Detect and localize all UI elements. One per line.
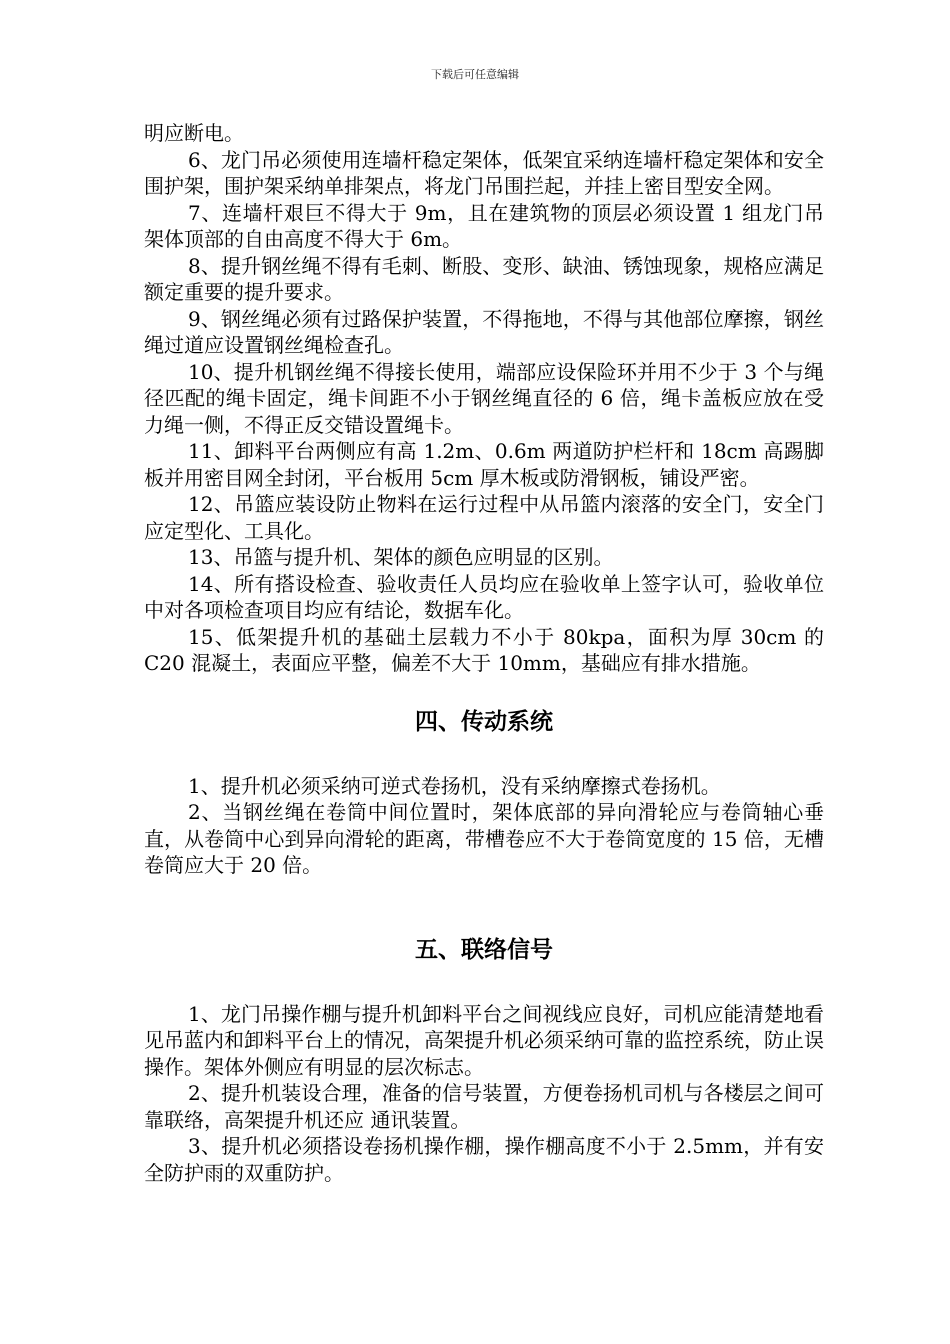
paragraph: 15、低架提升机的基础土层载力不小于 80kpa，面积为厚 30cm 的 C20 混凝土，表面应平整，偏差不大于 10mm，基础应有排水措施。	[144, 624, 824, 675]
paragraph: 7、连墙杆艰巨不得大于 9m，且在建筑物的顶层必须设置 1 组龙门吊架体顶部的自由高度不得大于 6m。	[144, 200, 824, 251]
section-heading: 四、传动系统	[415, 708, 553, 735]
paragraph: 明应断电。	[144, 121, 244, 145]
paragraph: 8、提升钢丝绳不得有毛刺、断股、变形、缺油、锈蚀现象，规格应满足额定重要的提升要求。	[144, 253, 824, 304]
paragraph: 2、当钢丝绳在卷筒中间位置时，架体底部的异向滑轮应与卷筒轴心垂直，从卷筒中心到异向滑轮的距离，带槽卷应不大于卷筒宽度的 15 倍，无槽卷筒应大于 20 倍。	[144, 800, 824, 877]
section-heading: 五、联络信号	[415, 936, 553, 963]
paragraph: 10、提升机钢丝绳不得接长使用，端部应设保险环并用不少于 3 个与绳径匹配的绳卡固定，绳卡间距不小于钢丝绳直径的 6 倍，绳卡盖板应放在受力绳一侧，不得正反交错设置绳卡。	[144, 359, 824, 437]
page-header: 下载后可任意编辑	[431, 68, 519, 81]
paragraph: 2、提升机装设合理，准备的信号装置，方便卷扬机司机与各楼层之间可靠联络，高架提升机还应 通讯装置。	[144, 1081, 824, 1132]
paragraph: 12、吊篮应装设防止物料在运行过程中从吊篮内滚落的安全门，安全门应定型化、工具化。	[144, 492, 824, 543]
paragraph: 13、吊篮与提升机、架体的颜色应明显的区别。	[188, 545, 614, 569]
paragraph: 11、卸料平台两侧应有高 1.2m、0.6m 两道防护栏杆和 18cm 高踢脚板并用密目网全封闭，平台板用 5cm 厚木板或防滑钢板，铺设严密。	[144, 439, 824, 490]
paragraph: 3、提升机必须搭设卷扬机操作棚，操作棚高度不小于 2.5mm，并有安全防护雨的双重防护。	[144, 1134, 824, 1185]
paragraph: 9、钢丝绳必须有过路保护装置，不得拖地，不得与其他部位摩擦，钢丝绳过道应设置钢丝绳检查孔。	[144, 306, 824, 357]
paragraph: 1、龙门吊操作棚与提升机卸料平台之间视线应良好，司机应能清楚地看见吊蓝内和卸料平台上的情况，高架提升机必须采纳可靠的监控系统，防止误操作。架体外侧应有明显的层次标志。	[144, 1001, 824, 1079]
paragraph: 6、龙门吊必须使用连墙杆稳定架体，低架宜采纳连墙杆稳定架体和安全围护架，围护架采纳单排架点，将龙门吊围拦起，并挂上密目型安全网。	[144, 147, 824, 198]
document-body	[144, 120, 824, 1186]
paragraph: 1、提升机必须采纳可逆式卷扬机，没有采纳摩擦式卷扬机。	[188, 773, 721, 798]
paragraph: 14、所有搭设检查、验收责任人员均应在验收单上签字认可，验收单位中对各项检查项目均应有结论，数据车化。	[144, 571, 824, 622]
